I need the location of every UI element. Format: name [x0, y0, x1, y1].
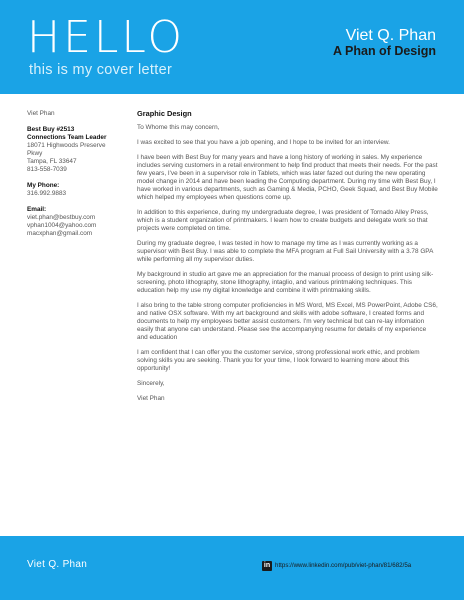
brand-slogan: A Phan of Design: [332, 44, 436, 58]
recipient-team: Connections Team Leader: [27, 134, 107, 141]
contact-sidebar: [27, 110, 123, 246]
phone-block: [27, 182, 123, 198]
letter-paragraph: In addition to this experience, during my undergraduate degree, I was president of Tornado Alley Press, which is a student organization of printmakers. I learn how to create budgets and delegate work so that projects were completed on time.: [137, 209, 429, 232]
tagline: this is my cover letter: [29, 62, 173, 78]
address-line: Tampa, FL 33647: [27, 158, 77, 165]
phone-number: 316.992.9883: [27, 190, 67, 197]
address-line: 18071 Highwoods Preserve: [27, 142, 106, 149]
footer-banner: [0, 536, 464, 600]
email-label: Email:: [27, 206, 47, 213]
closing: Sincerely,: [137, 380, 165, 387]
header-banner: [0, 0, 464, 94]
address-line: Pkwy: [27, 150, 43, 157]
email-address[interactable]: vphan1004@yahoo.com: [27, 222, 97, 229]
letter-subject: Graphic Design: [137, 109, 192, 118]
signature: Viet Phan: [137, 395, 165, 402]
linkedin-url[interactable]: https://www.linkedin.com/pub/viet-phan/81/682/5a: [275, 562, 412, 569]
recipient-block: [27, 126, 123, 174]
email-address[interactable]: macxphan@gmail.com: [27, 230, 93, 237]
letter-paragraph: During my graduate degree, I was tested in how to manage my time as I was currently working as a supervisor with Best Buy. I was able to complete the MFA program at Full Sail University with a 3.78 GPA while performing all my supervisor duties.: [137, 240, 433, 263]
sender-name: Viet Phan: [27, 110, 55, 117]
store-phone: 813-558-7039: [27, 166, 67, 173]
letter-body: [137, 110, 438, 410]
recipient-store: Best Buy #2513: [27, 126, 75, 133]
footer-name: Viet Q. Phan: [27, 559, 88, 570]
hello-title: HELLO: [27, 12, 185, 63]
letter-paragraph: I also bring to the table strong computer proficiencies in MS Word, MS Excel, MS PowerPoint, Adobe CS6, and native OSX software. With my art background and skills with adobe software, I created forms and documents to help my employees better assist customers. I'm very technical but can re-lay infomation easily that anyone can understand. Please see the accompanying resume for details of my experience and education: [137, 302, 438, 341]
linkedin-icon[interactable]: in: [263, 562, 271, 569]
letter-paragraph: I have been with Best Buy for many years and have a long history of working in sales. My experience includes serving customers in a retail environment to help find product that meets their needs. For the past few years, I've been in a supervisor role in Tablets, which was later fazed out during the new operating model change in 2014 and have been leading the Computing department. During my time with Best Buy, I have worked in various departments, such as Gaming & Media, PCHO, Geek Squad, and Best Buy Mobile which helped my employees when questions come up.: [137, 154, 438, 201]
email-address[interactable]: viet.phan@bestbuy.com: [27, 214, 96, 221]
sender-block: [27, 110, 123, 118]
letter-paragraph: My background in studio art gave me an appreciation for the manual process of design to print using silk-screening, photo lithography, stone lithography, intaglio, and various printmaking techniques. This education help my use my digital knowledge and combine it with printmaking skills.: [137, 271, 434, 294]
phone-label: My Phone:: [27, 182, 60, 189]
salutation: To Whome this may concern,: [137, 124, 220, 131]
email-block: [27, 206, 123, 238]
letter-paragraph: I am confident that I can offer you the customer service, strong professional work ethic, and problem solving skills you are seeking. Thank you for your time, I look forward to learning more about this opportunity!: [137, 349, 420, 372]
letter-paragraph: I was excited to see that you have a job opening, and I hope to be invited for an interview.: [137, 139, 390, 146]
author-name: Viet Q. Phan: [345, 27, 436, 44]
